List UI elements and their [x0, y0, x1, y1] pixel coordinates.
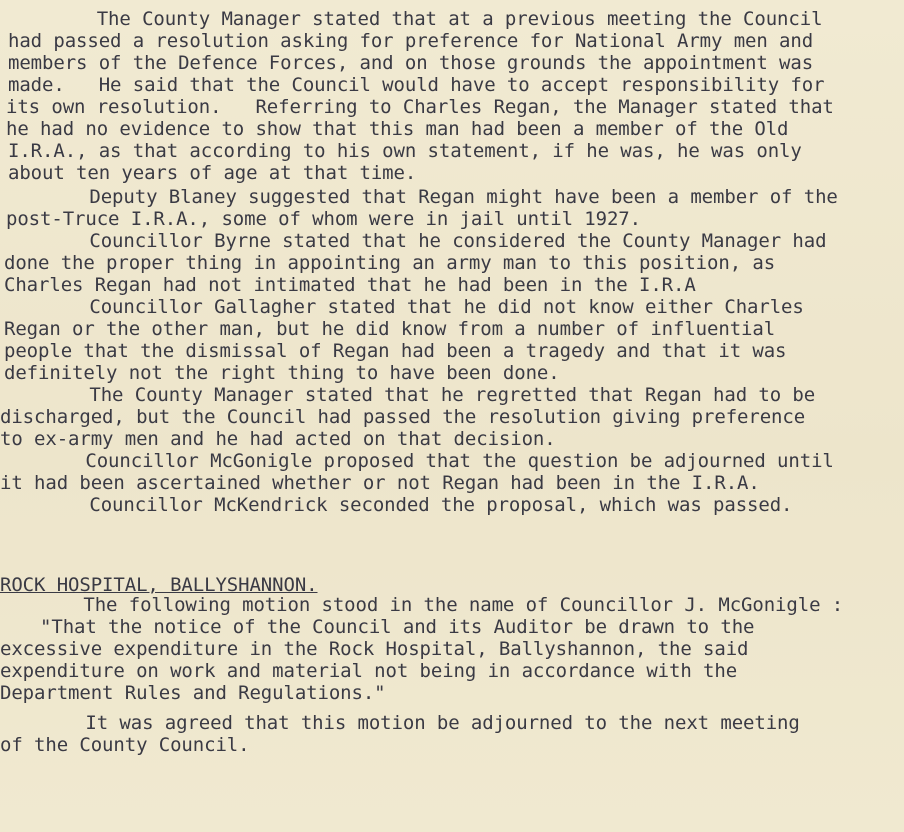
text-line: It was agreed that this motion be adjourned to the next meeting: [6, 712, 800, 734]
text-line: expenditure on work and material not being in accordance with the: [0, 660, 738, 682]
text-line: had passed a resolution asking for preference for National Army men and: [8, 30, 814, 52]
text-line: The following motion stood in the name of Councillor J. McGonigle :: [4, 594, 844, 616]
text-line: members of the Defence Forces, and on those grounds the appointment was: [8, 52, 814, 74]
text-line: he had no evidence to show that this man had been a member of the Old: [6, 118, 789, 140]
text-line: Department Rules and Regulations.": [0, 682, 386, 704]
text-line: Councillor Gallagher stated that he did not know either Charles: [10, 296, 804, 318]
text-line: of the County Council.: [0, 734, 250, 756]
text-line: Councillor Byrne stated that he considered the County Manager had: [10, 230, 827, 252]
text-line: made. He said that the Council would have to accept responsibility for: [8, 74, 825, 96]
text-line: Regan or the other man, but he did know from a number of influential: [4, 318, 776, 340]
text-line: "That the notice of the Council and its Auditor be drawn to the: [6, 616, 755, 638]
text-line: about ten years of age at that time.: [8, 162, 417, 184]
text-line: post-Truce I.R.A., some of whom were in jail until 1927.: [6, 208, 641, 230]
text-line: done the proper thing in appointing an army man to this position, as: [4, 252, 776, 274]
text-line: Councillor McGonigle proposed that the question be adjourned until: [6, 450, 834, 472]
section-heading: ROCK HOSPITAL, BALLYSHANNON.: [0, 574, 318, 596]
text-line: definitely not the right thing to have been done.: [4, 362, 560, 384]
text-line: people that the dismissal of Regan had been a tragedy and that it was: [4, 340, 787, 362]
text-line: to ex-army men and he had acted on that decision.: [0, 428, 556, 450]
text-line: it had been ascertained whether or not Regan had been in the I.R.A.: [0, 472, 760, 494]
text-line: excessive expenditure in the Rock Hospital, Ballyshannon, the said: [0, 638, 749, 660]
text-line: Deputy Blaney suggested that Regan might have been a member of the: [10, 186, 838, 208]
text-line: Councillor McKendrick seconded the proposal, which was passed.: [10, 494, 793, 516]
text-line: discharged, but the Council had passed the resolution giving preference: [0, 406, 806, 428]
text-line: The County Manager stated that he regretted that Regan had to be: [10, 384, 816, 406]
text-line: The County Manager stated that at a previous meeting the Council: [6, 8, 823, 30]
text-line: its own resolution. Referring to Charles Regan, the Manager stated that: [6, 96, 834, 118]
text-line: I.R.A., as that according to his own statement, if he was, he was only: [8, 140, 802, 162]
text-line: Charles Regan had not intimated that he had been in the I.R.A: [4, 274, 696, 296]
